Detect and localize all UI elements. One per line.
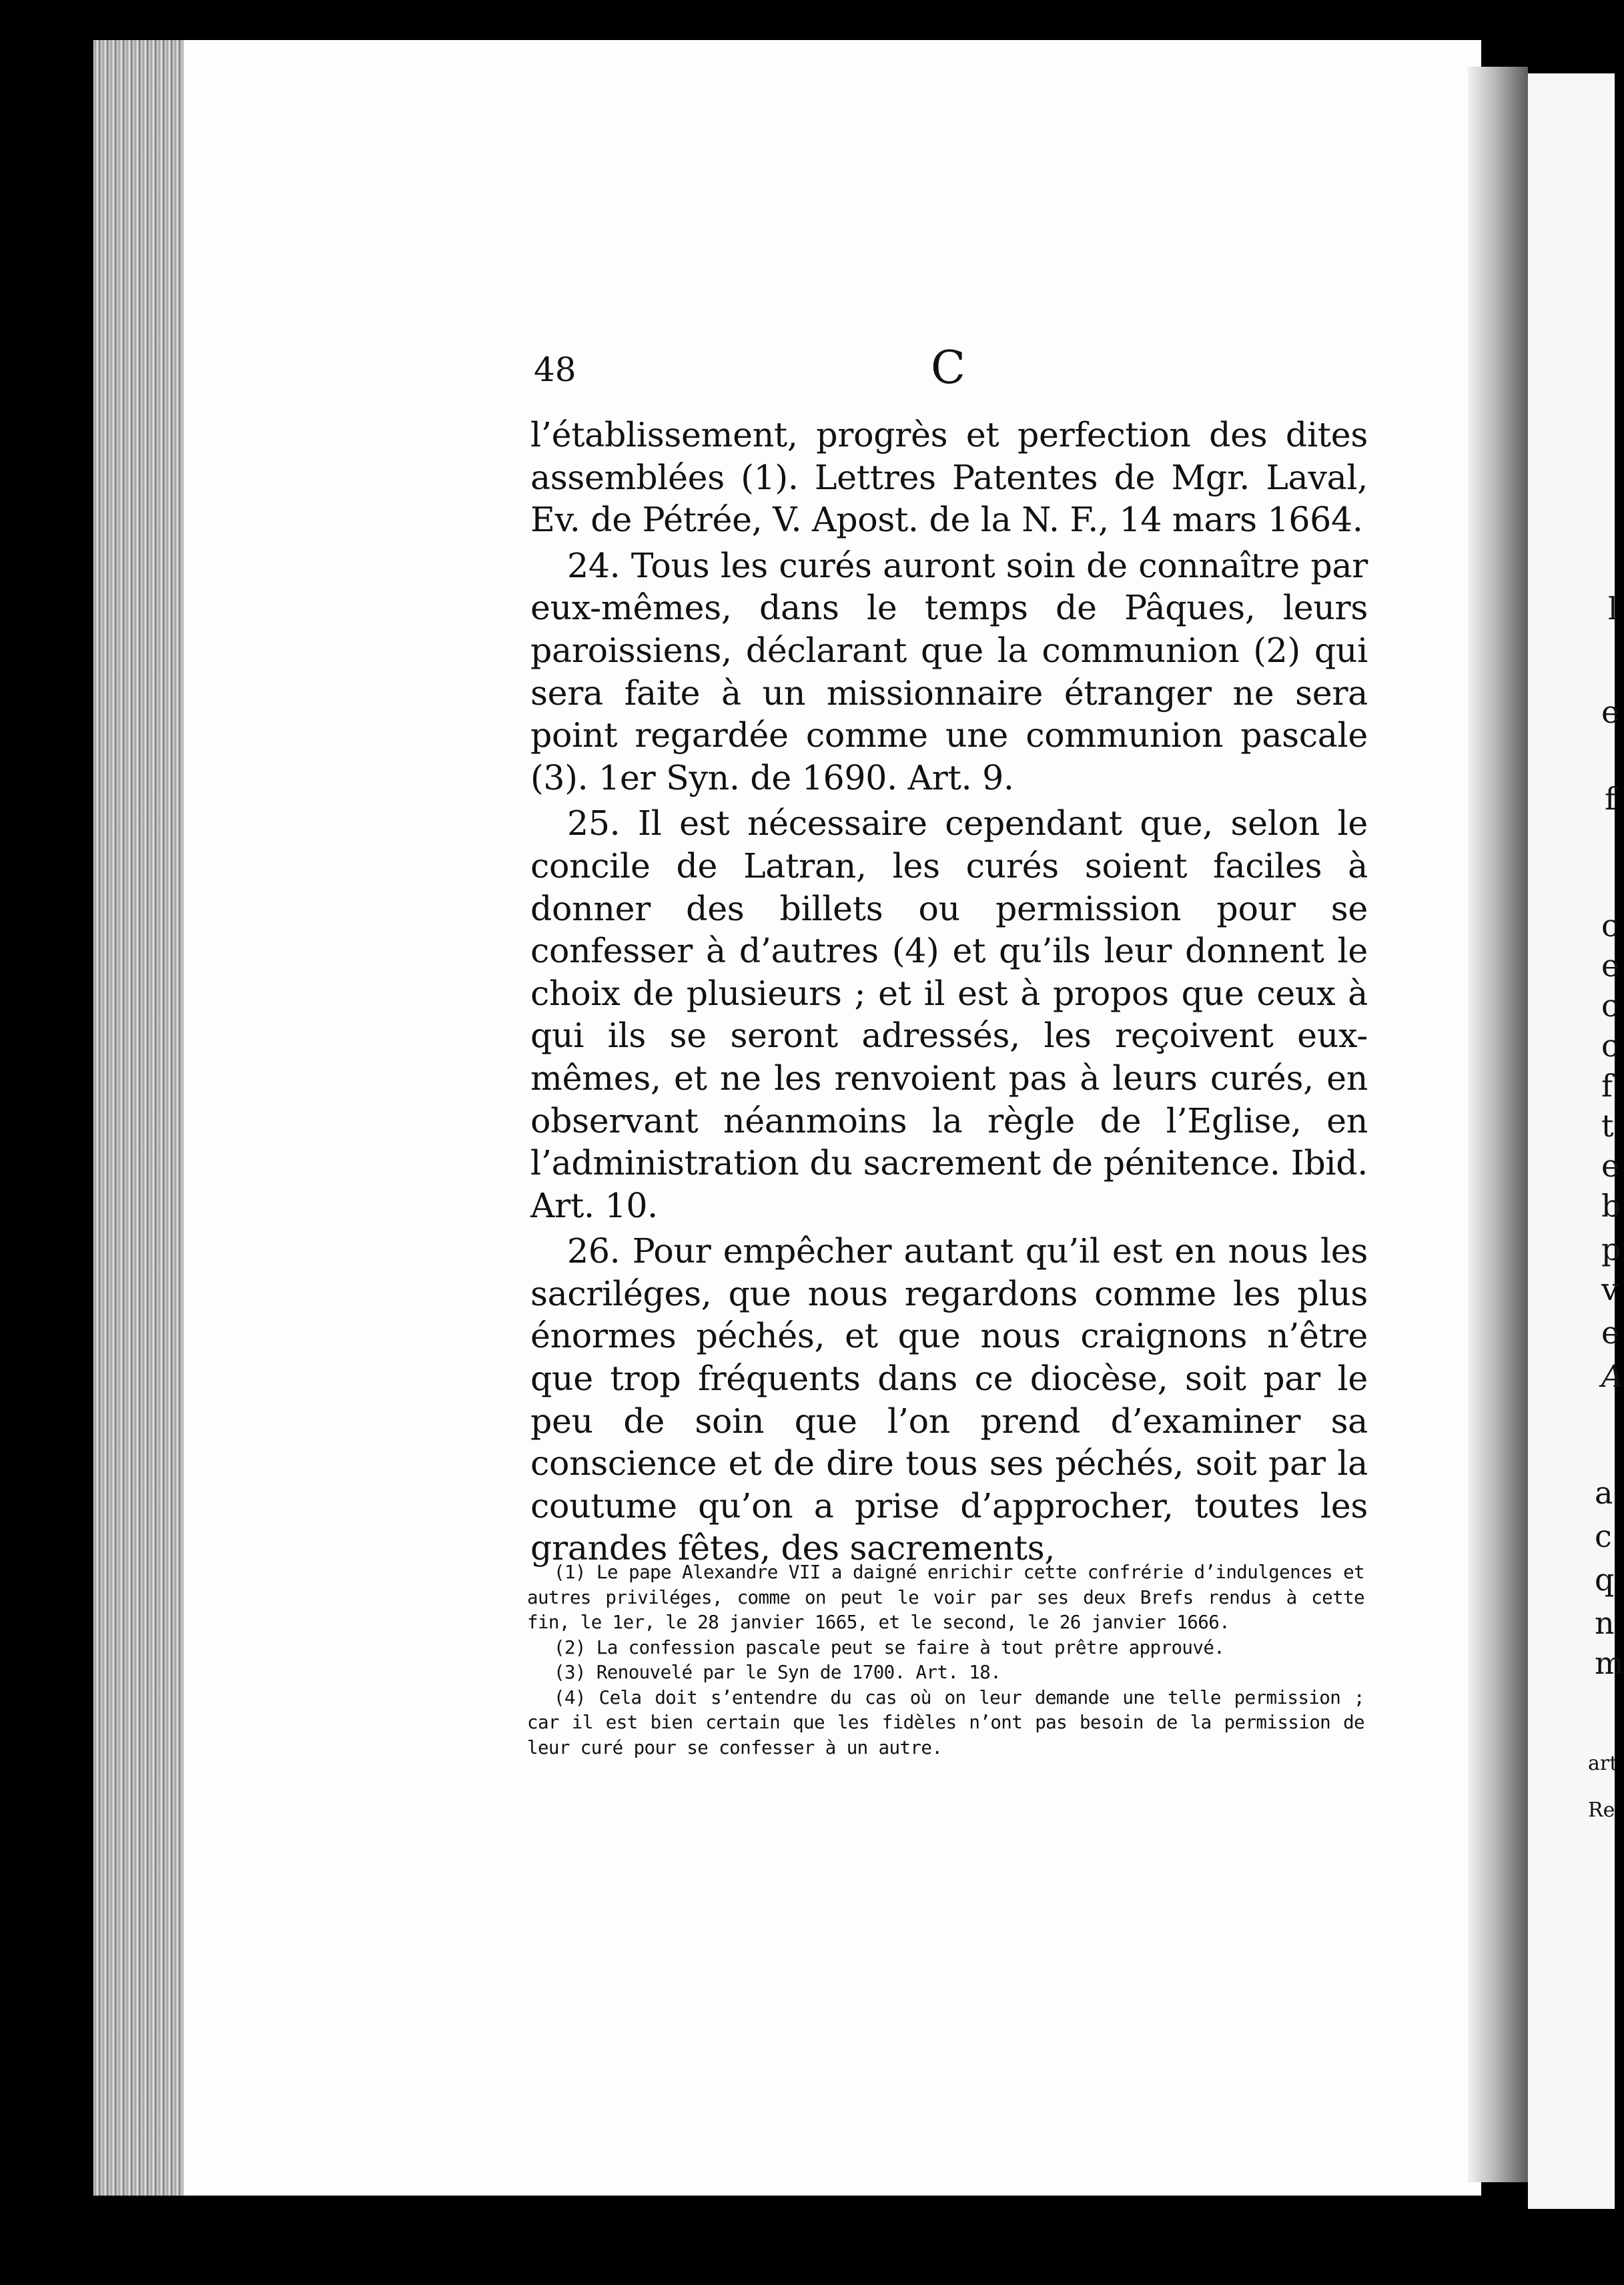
footnotes (527, 1560, 1364, 1760)
page-gutter-shadow (1468, 67, 1528, 2182)
adjacent-page-fragment: Re (1588, 1799, 1615, 1822)
paragraph-continued: l’établissement, progrès et perfection des dites assemblées (1). Lettres Patentes de Mgr. Laval, Ev. de Pétrée, V. Apost. de la N. F., 14 mars 1664. (530, 415, 1368, 540)
adjacent-page-fragment: c (1601, 988, 1619, 1024)
adjacent-page-fragment: l (1608, 591, 1618, 627)
adjacent-page-fragment: c (1595, 1518, 1612, 1554)
footnote-3: (3) Renouvelé par le Syn de 1700. Art. 18. (554, 1662, 1001, 1683)
adjacent-page-fragment: a (1595, 1475, 1613, 1511)
adjacent-page-fragment: m (1595, 1645, 1624, 1681)
main-text (530, 414, 1368, 1573)
adjacent-page-fragment: e (1601, 948, 1620, 984)
paragraph-25: 25. Il est nécessaire cependant que, selon le concile de Latran, les curés soient faciles à donner des billets ou permission pour se confesser à d’autres (4) et qu’ils leur donnent le choix de plusieurs ; et il est à propos que ceux à qui ils se seront adressés, les reçoivent eux-mêmes, et ne les renvoient pas à leurs curés, en observant néanmoins la règle de l’Eglise, en l’administration du sacrement de pénitence. Ibid. Art. 10. (530, 803, 1368, 1225)
adjacent-page-fragment: e (1601, 1148, 1620, 1184)
adjacent-page-fragment: e (1601, 1315, 1620, 1351)
adjacent-page-fragment: f (1605, 781, 1617, 817)
adjacent-page (1528, 73, 1624, 2209)
adjacent-page-fragment: c (1601, 908, 1619, 944)
adjacent-page-fragment: e (1601, 694, 1620, 730)
adjacent-page-fragment: c (1601, 1028, 1619, 1064)
adjacent-page-fragment: n (1595, 1605, 1615, 1641)
page-number: 48 (534, 350, 576, 389)
paragraph-24: 24. Tous les curés auront soin de connaître par eux-mêmes, dans le temps de Pâques, leurs paroissiens, déclarant que la communion (2) qui sera faite à un missionnaire étranger ne sera point regardée comme une communion pascale (3). 1er Syn. de 1690. Art. 9. (530, 545, 1368, 797)
adjacent-page-fragment: art (1588, 1752, 1618, 1775)
adjacent-page-fragment: v (1601, 1271, 1619, 1307)
adjacent-page-fragment: q (1595, 1562, 1615, 1598)
adjacent-page-fragment: t (1601, 1108, 1614, 1144)
adjacent-page-fragment: b (1601, 1188, 1621, 1224)
adjacent-page-fragment: f (1601, 1068, 1613, 1104)
page-edge-stack (93, 40, 187, 2196)
footnote-4: (4) Cela doit s’entendre du cas où on leur demande une telle permission ; car il est bien certain que les fidèles n’ont pas besoin de la permission de leur curé pour se confesser à un autre. (527, 1686, 1364, 1758)
paragraph-26: 26. Pour empêcher autant qu’il est en nous les sacriléges, que nous regardons comme les plus énormes péchés, et que nous craignons n’être que trop fréquents dans ce diocèse, soit par le peu de soin que l’on prend d’examiner sa conscience et de dire tous ses péchés, soit par la coutume qu’on a prise d’approcher, toutes les grandes fêtes, des sacrements, (530, 1231, 1368, 1568)
footnote-1: (1) Le pape Alexandre VII a daigné enrichir cette confrérie d’indulgences et autres priviléges, comme on peut le voir par ses deux Brefs rendus à cette fin, le 1er, le 28 janvier 1665, et le second, le 26 janvier 1666. (527, 1562, 1364, 1633)
adjacent-page-fragment: A (1601, 1358, 1624, 1394)
running-head-letter: C (931, 342, 966, 394)
adjacent-page-fragment: p (1601, 1231, 1621, 1267)
footnote-2: (2) La confession pascale peut se faire à tout prêtre approuvé. (554, 1636, 1225, 1658)
